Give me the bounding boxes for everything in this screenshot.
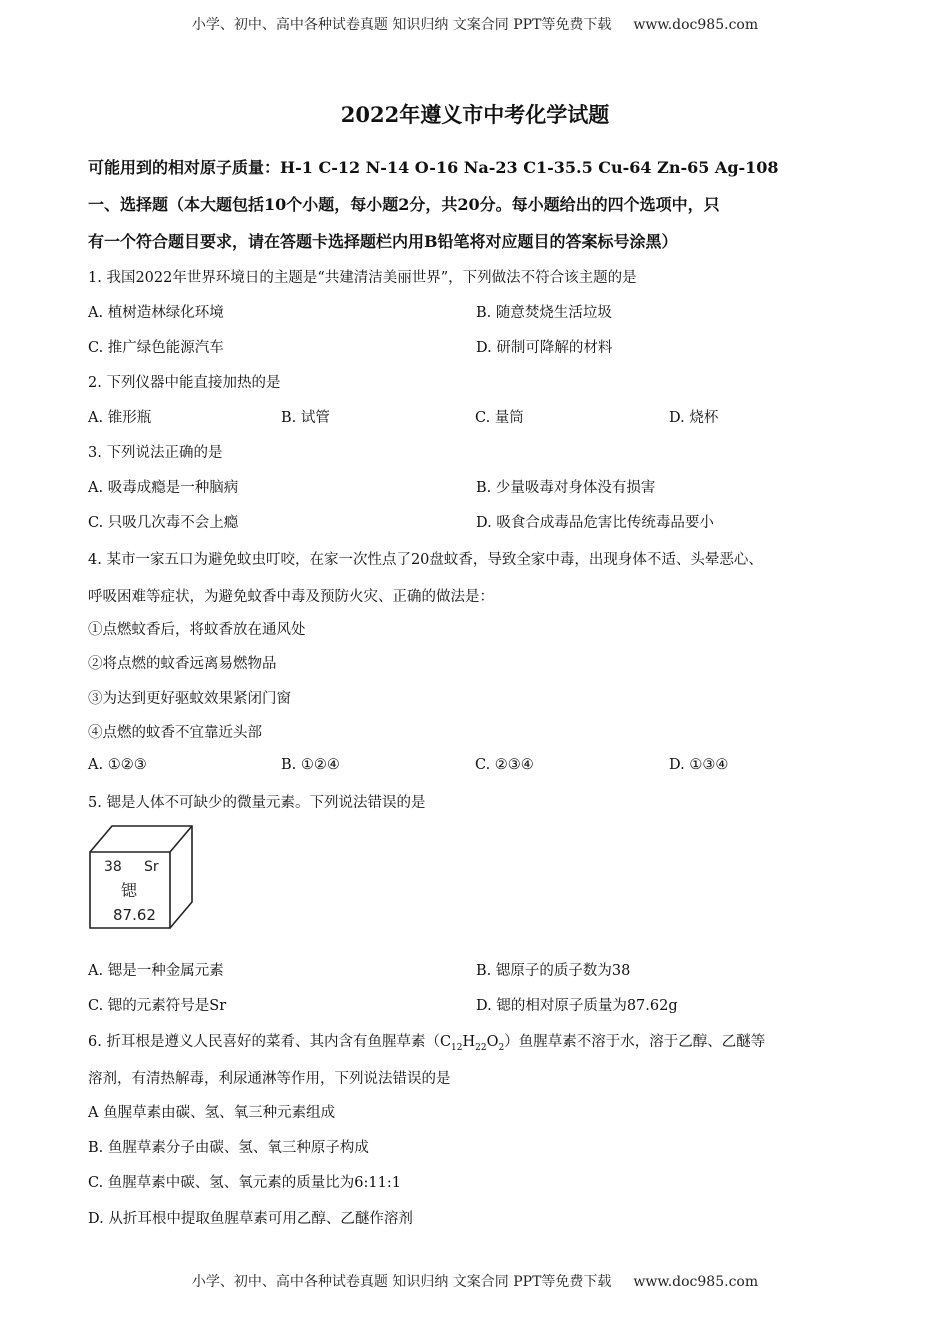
- q4-option-b: B. ①②④: [281, 757, 340, 773]
- page-header: [0, 14, 950, 34]
- q6-sub-o: 2: [498, 1042, 505, 1053]
- q6-stem-post: ）鱼腥草素不溶于水，溶于乙醇、乙醚等: [504, 1034, 766, 1050]
- header-text: 小学、初中、高中各种试卷真题 知识归纳 文案合同 PPT等免费下载: [191, 17, 612, 33]
- q5-option-b: B. 锶原子的质子数为38: [476, 963, 631, 979]
- cube-atomic-mass: 87.62: [113, 906, 156, 924]
- q6-stem-line2: 溶剂，有清热解毒，利尿通淋等作用，下列说法错误的是: [88, 1071, 451, 1087]
- q4-option-d: D. ①③④: [669, 757, 729, 773]
- q3-option-c: C. 只吸几次毒不会上瘾: [88, 515, 239, 531]
- q6-option-c: C. 鱼腥草素中碳、氢、氧元素的质量比为6:11:1: [88, 1175, 401, 1191]
- q2-option-d: D. 烧杯: [669, 410, 719, 426]
- q4-stem-line1: 4. 某市一家五口为避免蚊虫叮咬，在家一次性点了20盘蚊香，导致全家中毒，出现身体不适、头晕恶心、: [88, 552, 763, 568]
- q5-stem: 5. 锶是人体不可缺少的微量元素。下列说法错误的是: [88, 795, 426, 811]
- q1-option-b: B. 随意焚烧生活垃圾: [476, 305, 612, 321]
- q4-stem-line2: 呼吸困难等症状，为避免蚊香中毒及预防火灾、正确的做法是：: [88, 589, 494, 605]
- q3-stem: 3. 下列说法正确的是: [88, 445, 223, 461]
- q6-sub-c: 12: [451, 1042, 463, 1053]
- q6-formula-h: H: [462, 1034, 476, 1050]
- q1-option-d: D. 研制可降解的材料: [476, 340, 613, 356]
- q2-stem: 2. 下列仪器中能直接加热的是: [88, 375, 281, 391]
- q4-statement-3: ③为达到更好驱蚊效果紧闭门窗: [88, 691, 291, 707]
- q4-statement-1: ①点燃蚊香后，将蚊香放在通风处: [88, 622, 306, 638]
- q4-option-a: A. ①②③: [88, 757, 147, 773]
- page-footer: [0, 1271, 950, 1291]
- cube-atomic-number: 38: [104, 859, 122, 875]
- header-site[interactable]: www.doc985.com: [633, 17, 759, 33]
- q1-option-a: A. 植树造林绿化环境: [88, 305, 224, 321]
- q6-option-a: A 鱼腥草素由碳、氢、氧三种元素组成: [88, 1105, 336, 1121]
- section-heading-line2: 有一个符合题目要求，请在答题卡选择题栏内用B铅笔将对应题目的答案标号涂黑）: [88, 232, 678, 251]
- q6-formula-o: O: [486, 1034, 499, 1050]
- q1-option-c: C. 推广绿色能源汽车: [88, 340, 224, 356]
- q2-option-a: A. 锥形瓶: [88, 410, 152, 426]
- q2-option-c: C. 量筒: [475, 410, 524, 426]
- q3-option-d: D. 吸食合成毒品危害比传统毒品要小: [476, 515, 714, 531]
- q4-statement-4: ④点燃的蚊香不宜靠近头部: [88, 725, 262, 741]
- q5-option-a: A. 锶是一种金属元素: [88, 963, 224, 979]
- page-title: 2022年遵义市中考化学试题: [340, 102, 610, 127]
- q5-option-c: C. 锶的元素符号是Sr: [88, 998, 227, 1014]
- cube-element-name: 锶: [121, 881, 138, 900]
- q1-stem: 1. 我国2022年世界环境日的主题是“共建清洁美丽世界”，下列做法不符合该主题的是: [88, 270, 637, 286]
- q6-option-d: D. 从折耳根中提取鱼腥草素可用乙醇、乙醚作溶剂: [88, 1211, 413, 1227]
- q4-option-c: C. ②③④: [475, 757, 534, 773]
- q4-statement-2: ②将点燃的蚊香远离易燃物品: [88, 656, 277, 672]
- q6-stem-line1: [88, 1030, 765, 1053]
- q2-option-b: B. 试管: [281, 410, 330, 426]
- atomic-mass-line: 可能用到的相对原子质量：H-1 C-12 N-14 O-16 Na-23 C1-35.5 Cu-64 Zn-65 Ag-108: [88, 158, 779, 177]
- q6-sub-h: 22: [475, 1042, 487, 1053]
- element-cube-figure: [88, 824, 196, 930]
- q6-option-b: B. 鱼腥草素分子由碳、氢、氧三种原子构成: [88, 1140, 369, 1156]
- section-heading-line1: 一、选择题（本大题包括10个小题，每小题2分，共20分。每小题给出的四个选项中，只: [88, 195, 720, 214]
- q5-option-d: D. 锶的相对原子质量为87.62g: [476, 998, 678, 1014]
- footer-text: 小学、初中、高中各种试卷真题 知识归纳 文案合同 PPT等免费下载: [191, 1274, 612, 1290]
- q6-stem-pre: 6. 折耳根是遵义人民喜好的菜肴、其内含有鱼腥草素（C: [88, 1034, 452, 1050]
- q3-option-a: A. 吸毒成瘾是一种脑病: [88, 480, 239, 496]
- footer-site[interactable]: www.doc985.com: [633, 1274, 759, 1290]
- q3-option-b: B. 少量吸毒对身体没有损害: [476, 480, 656, 496]
- cube-symbol: Sr: [144, 859, 159, 875]
